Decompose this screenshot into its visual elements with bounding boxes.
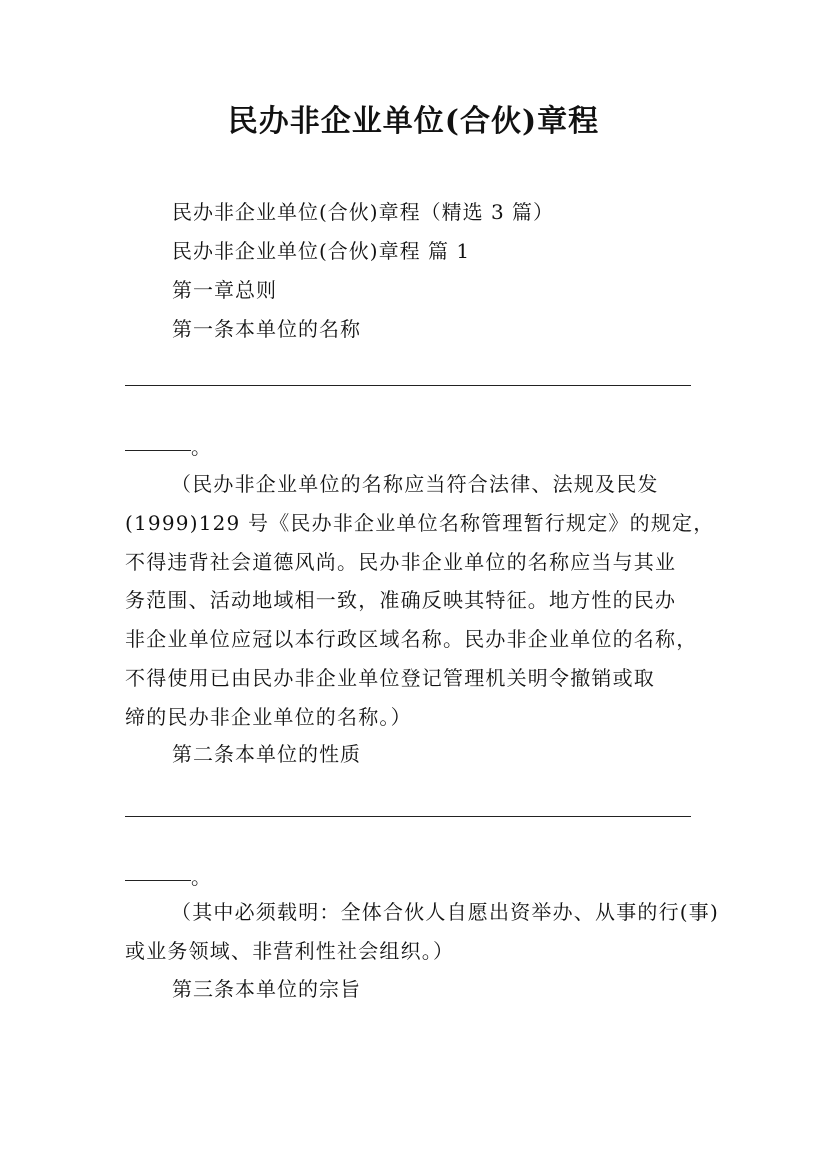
- article-2-heading: 第二条本单位的性质: [172, 742, 361, 766]
- blank-end-mark: 。: [191, 865, 211, 889]
- note-line: 不得使用已由民办非企业单位登记管理机关明令撤销或取: [125, 665, 655, 690]
- fill-in-blank-2: [125, 816, 691, 817]
- note-line: (1999)129 号《民办非企业单位名称管理暂行规定》的规定，: [125, 510, 715, 535]
- document-title: 民办非企业单位(合伙)章程: [227, 104, 600, 139]
- note-line: 或业务领域、非营利性社会组织。）: [125, 938, 455, 963]
- blank-line-short: [125, 450, 191, 451]
- note-line: （其中必须载明：全体合伙人自愿出资举办、从事的行(事): [171, 900, 720, 924]
- fill-in-blank-1-end: [125, 434, 211, 460]
- article-2-note: [125, 893, 720, 971]
- part-title: 民办非企业单位(合伙)章程 篇 1: [172, 239, 471, 263]
- fill-in-blank-2-end: [125, 864, 211, 890]
- fill-in-blank-1: [125, 385, 691, 386]
- blank-line-short: [125, 880, 191, 881]
- chapter-heading: 第一章总则: [172, 278, 277, 302]
- blank-end-mark: 。: [191, 435, 211, 459]
- blank-line-long: [125, 816, 691, 817]
- note-line: 不得违背社会道德风尚。民办非企业单位的名称应当与其业: [125, 549, 677, 574]
- note-line: 非企业单位应冠以本行政区域名称。民办非企业单位的名称，: [125, 627, 698, 652]
- note-line: 缔的民办非企业单位的名称。）: [125, 704, 412, 729]
- note-line: （民办非企业单位的名称应当符合法律、法规及民发: [171, 472, 659, 496]
- blank-line-long: [125, 385, 691, 386]
- article-1-heading: 第一条本单位的名称: [172, 317, 361, 341]
- note-line: 务范围、活动地域相一致，准确反映其特征。地方性的民办: [125, 588, 677, 613]
- article-1-note: [125, 465, 715, 737]
- document-subtitle: 民办非企业单位(合伙)章程（精选 3 篇）: [172, 200, 555, 224]
- article-3-heading: 第三条本单位的宗旨: [172, 977, 361, 1001]
